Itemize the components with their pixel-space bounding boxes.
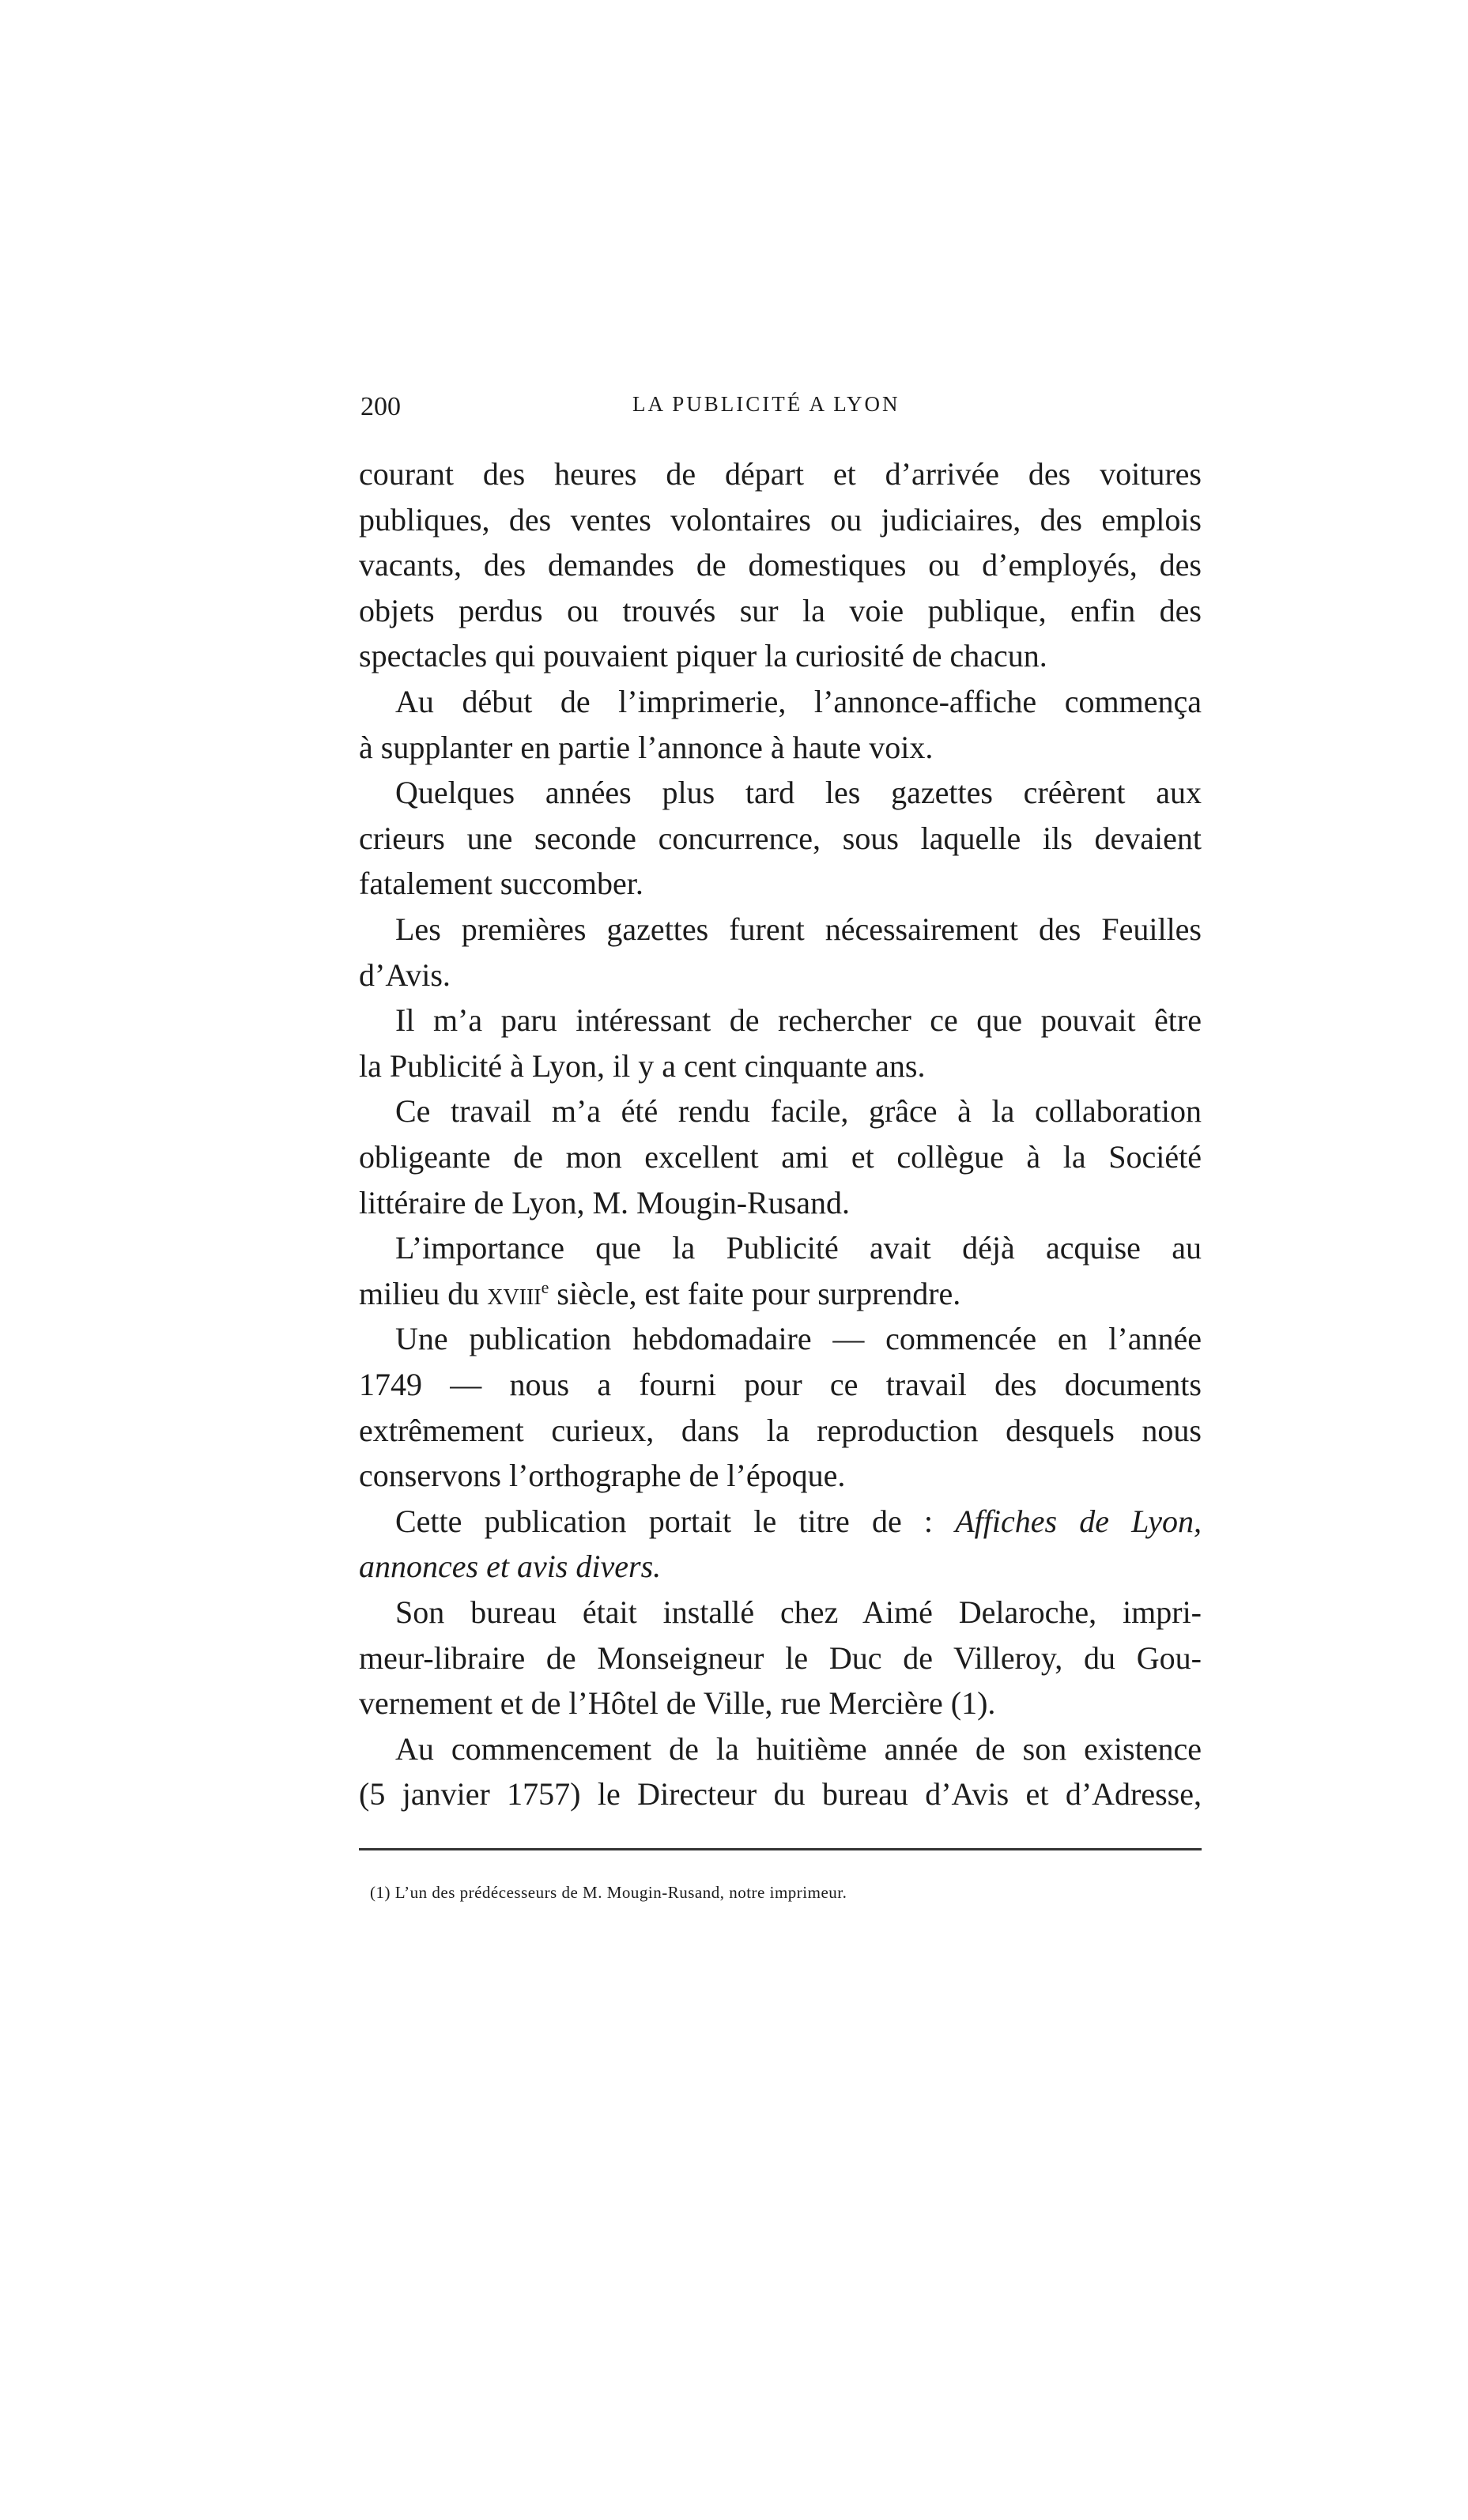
text-line [359,637,1202,675]
text-segment: milieu du [359,1275,488,1311]
text-segment: Affiches de Lyon, [955,1503,1202,1539]
text-line [359,1184,1202,1222]
text-segment: publiques, des ventes volontaires ou judiciaires, des emplois [359,501,1202,538]
text-segment: Ce travail m’a été rendu facile, grâce à la collaboration [395,1093,1202,1130]
text-line [359,455,1202,493]
text-line [359,1457,1202,1495]
text-line [395,1320,1202,1358]
text-segment: Cette publication portait le titre de : [395,1503,956,1539]
text-segment: xviii [487,1275,542,1311]
text-segment: Il m’a paru intéressant de rechercher ce que pouvait être [395,1002,1202,1039]
text-segment: conservons l’orthographe de l’époque. [359,1458,846,1494]
text-segment: fatalement succomber. [359,866,643,902]
text-segment: obligeante de mon excellent ami et collègue à la Société [359,1139,1202,1175]
text-line [359,865,1202,903]
text-line [359,546,1202,584]
text-line [359,1047,1202,1085]
text-segment: extrêmement curieux, dans la reproduction desquels nous [359,1412,1202,1448]
text-segment: (5 janvier 1757) le Directeur du bureau d’Avis et d’Adresse, [359,1776,1202,1813]
text-line [359,820,1202,858]
text-line [359,1684,1202,1722]
text-line [395,911,1202,949]
footnote: (1) L’un des prédécesseurs de M. Mougin-Rusand, notre imprimeur. [370,1883,847,1902]
text-line [359,1412,1202,1450]
running-title: LA PUBLICITÉ A LYON [632,392,900,416]
text-line [395,1229,1202,1267]
page-number: 200 [360,392,401,421]
text-segment: Au début de l’imprimerie, l’annonce-affiche commença [395,684,1202,719]
text-line [359,1138,1202,1176]
footnote-rule [359,1848,1202,1850]
text-line [395,774,1202,812]
text-segment: vernement et de l’Hôtel de Ville, rue Mercière (1). [359,1685,996,1722]
text-line [395,1730,1202,1768]
text-line [359,501,1202,539]
text-segment: 1749 — nous a fourni pour ce travail des documents [359,1367,1202,1402]
text-segment: Les premières gazettes furent nécessairement des Feuilles [395,911,1202,947]
text-segment: la Publicité à Lyon, il y a cent cinquante ans. [359,1047,926,1084]
text-line [395,1594,1202,1632]
text-line [359,1548,1202,1586]
text-segment: Quelques années plus tard les gazettes créèrent aux [395,775,1202,811]
text-line [359,592,1202,630]
text-line [359,1775,1202,1813]
text-segment: Une publication hebdomadaire — commencée en l’année [395,1321,1202,1357]
text-segment: à supplanter en partie l’annonce à haute voix. [359,729,934,765]
text-segment: objets perdus ou trouvés sur la voie publique, enfin des [359,592,1202,628]
text-segment: e [541,1277,549,1297]
text-line [395,1092,1202,1130]
text-line [359,1366,1202,1404]
text-segment: L’importance que la Publicité avait déjà acquise au [395,1230,1202,1266]
text-line [359,1275,1202,1313]
text-segment: d’Avis. [359,956,451,993]
text-line [395,683,1202,721]
text-segment: siècle, est faite pour surprendre. [549,1275,961,1311]
text-segment: annonces et avis divers. [359,1549,662,1585]
text-segment: littéraire de Lyon, M. Mougin-Rusand. [359,1184,851,1220]
text-line [395,1503,1202,1541]
text-line [395,1002,1202,1039]
text-segment: spectacles qui pouvaient piquer la curiosité de chacun. [359,638,1047,674]
text-line [359,1639,1202,1677]
text-segment: Son bureau était installé chez Aimé Delaroche, impri- [395,1594,1202,1630]
text-line [359,729,1202,767]
text-line [359,956,1202,994]
text-segment: Au commencement de la huitième année de son existence [395,1730,1202,1767]
text-segment: courant des heures de départ et d’arrivée des voitures [359,456,1202,492]
text-segment: crieurs une seconde concurrence, sous laquelle ils devaient [359,820,1202,856]
text-segment: vacants, des demandes de domestiques ou d’employés, des [359,547,1202,583]
text-segment: meur-libraire de Monseigneur le Duc de Villeroy, du Gou- [359,1639,1202,1676]
